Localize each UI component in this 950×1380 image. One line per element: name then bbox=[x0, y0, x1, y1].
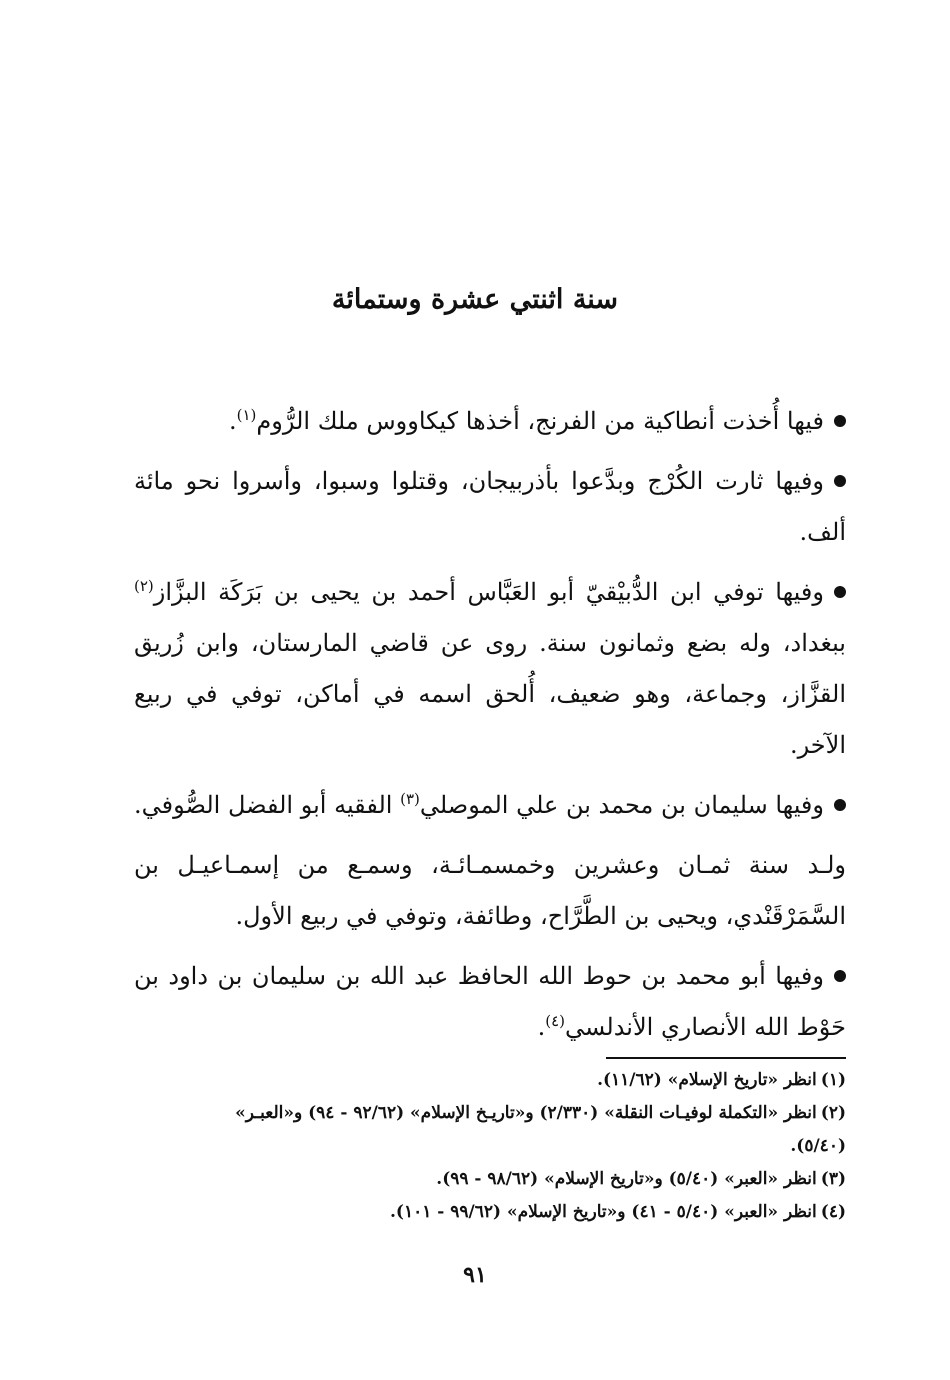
paragraph-6 bbox=[134, 951, 846, 1053]
footnotes bbox=[134, 1064, 846, 1229]
footnote-2-continuation: (٥/٤٠). bbox=[790, 1136, 846, 1156]
paragraph-5 bbox=[134, 840, 846, 942]
paragraph-tail: الفقيه أبو الفضل الصُّوفي. bbox=[134, 791, 401, 819]
paragraph-text: وفيها ثارت الكُرْج وبدَّعوا بأذربيجان، وقتلوا وسبوا، وأسروا نحو مائة ألف. bbox=[134, 467, 846, 546]
footnote-number: (٤) bbox=[820, 1202, 846, 1222]
paragraph-text: وفيها توفي ابن الدُّبيْقيّ أبو العَبَّاس أحمد بن يحيى بن بَرَكَة البزَّاز bbox=[153, 578, 824, 606]
paragraph-3 bbox=[134, 567, 846, 771]
bullet-icon bbox=[834, 475, 846, 487]
main-text bbox=[134, 396, 846, 1062]
footnote-ref: (٢) bbox=[134, 577, 154, 595]
footnote-ref: (٣) bbox=[400, 790, 420, 808]
footnote-ref: (٤) bbox=[545, 1012, 565, 1030]
bullet-icon bbox=[834, 799, 846, 811]
paragraph-2 bbox=[134, 456, 846, 558]
page-number: ٩١ bbox=[463, 1262, 487, 1288]
paragraph-text: وفيها أبو محمد بن حوط الله الحافظ عبد الله بن سليمان بن داود بن حَوْط الله الأنصاري الأندلسي bbox=[134, 962, 846, 1041]
footnote-text: انظر «تاريخ الإسلام» (١١/٦٢). bbox=[597, 1070, 817, 1090]
paragraph-text: وفيها سليمان بن محمد بن علي الموصلي bbox=[419, 791, 824, 819]
paragraph-text: فيها أُخذت أنطاكية من الفرنج، أخذها كيكاووس ملك الرُّوم bbox=[256, 407, 824, 435]
chapter-title: سنة اثنتي عشرة وستمائة bbox=[331, 284, 619, 315]
footnote-3 bbox=[134, 1163, 846, 1196]
footnote-text: انظر «التكملة لوفيـات النقلة» (٢/٣٣٠) و«تاريـخ الإسلام» (٩٢/٦٢ - ٩٤) و«العبـر» bbox=[235, 1103, 817, 1123]
paragraph-text: ولـد سنة ثمـان وعشرين وخمسمـائـة، وسمـع من إسمـاعيـل بن السَّمَرْقَنْدي، ويحيى بن الطَّرَّاح، وطائفة، وتوفي في ربيع الأول. bbox=[134, 851, 846, 930]
footnote-2 bbox=[134, 1097, 846, 1130]
footnote-number: (١) bbox=[820, 1070, 846, 1090]
paragraph-tail: . bbox=[228, 407, 237, 435]
footnote-text: انظر «العبر» (٥/٤٠ - ٤١) و«تاريخ الإسلام» (٩٩/٦٢ - ١٠١). bbox=[389, 1202, 817, 1222]
paragraph-tail: . bbox=[537, 1013, 546, 1041]
paragraph-1 bbox=[134, 396, 846, 447]
footnote-number: (٣) bbox=[820, 1169, 846, 1189]
footnote-divider bbox=[606, 1057, 846, 1059]
footnote-text: انظر «العبر» (٥/٤٠) و«تاريخ الإسلام» (٩٨/٦٢ - ٩٩). bbox=[436, 1169, 817, 1189]
paragraph-tail: ببغداد، وله بضع وثمانون سنة. روى عن قاضي المارستان، وابن زُريق القزَّاز، وجماعة، وهو ضعيف، أُلحق اسمه في أماكن، توفي في ربيع الآخر. bbox=[134, 629, 846, 759]
footnote-number: (٢) bbox=[820, 1103, 846, 1123]
bullet-icon bbox=[834, 586, 846, 598]
paragraph-4 bbox=[134, 780, 846, 831]
bullet-icon bbox=[834, 415, 846, 427]
bullet-icon bbox=[834, 970, 846, 982]
footnote-1 bbox=[134, 1064, 846, 1097]
footnote-ref: (١) bbox=[236, 406, 257, 424]
footnote-4 bbox=[134, 1196, 846, 1229]
